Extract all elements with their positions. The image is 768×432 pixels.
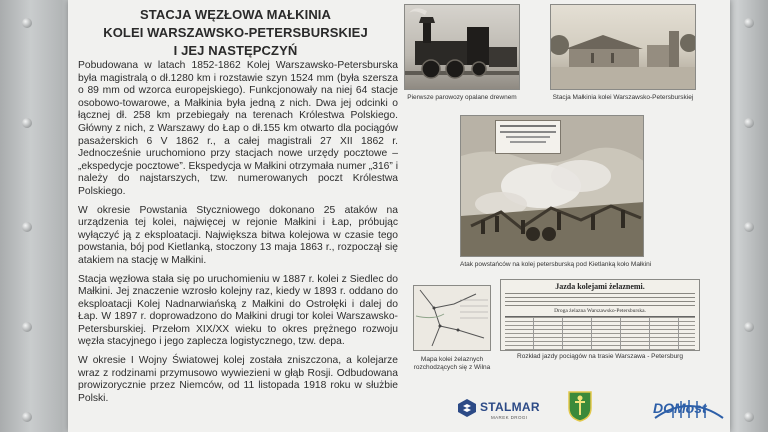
history-text [78,60,398,411]
station-photo [550,4,696,90]
paragraph: Pobudowana w latach 1852-1862 Kolej Warszawsko-Petersburska była magistralą o dł.1280 km i rozstawie szyn 1524 mm (była szersza o 89 mm od wzorca europejskiego). Funkcjonowały na niej 64 stacje osobowo-towarowe, a Małkinia była jedną z nich. Dwa jej odcinki o łącznej dł. 258 km przebiegały na terenach Królestwa Polskiego. Główny z nich, z Warszawy do Łap o dł.155 km otwarto dla pociągów pasażerskich 6 V 1862 r., a całej magistrali 27 XII 1862 r. Jednocześnie uruchomiono przy stacjach nowe urzędy pocztowe – „ekspedycje pocztowe”. Ekspedycja w Małkini otrzymała numer „316” i należy do najstarszych, tzw. numerowanych poczt Królestwa Polskiego. [78,60,398,197]
stalmar-logo-subtext: MAREK DROGI [491,415,528,420]
timetable-table [505,316,695,350]
paragraph: W okresie I Wojny Światowej kolej została zniszczona, a kolejarze wraz z rodzinami przymusowo wywiezieni w głąb Rosji. Odbudowana prowizorycznie przez Niemców, od 11 listopada 1918 roku w służbie Polski. [78,355,398,404]
domost-logo-text: DOMost [653,400,707,416]
title-line: I JEJ NASTĘPCZYŃ [173,43,298,58]
rivet [22,18,32,28]
timetable-caption: Rozkład jazdy pociągów na trasie Warszawa - Petersburg [517,353,683,360]
battle-caption: Atak powstańców na kolej petersburską pod Kietlanką koło Małkini [460,261,652,268]
rivet [22,412,32,422]
railway-map-drawing [414,286,491,351]
rivet [22,118,32,128]
municipal-crest-icon [567,390,593,422]
rivet [22,222,32,232]
map-caption-line: Mapa kolei żelaznych [420,356,484,363]
stalmar-logo-text: STALMAR [480,400,540,414]
sponsor-logos [453,386,733,426]
rivet [22,322,32,332]
map-caption [409,356,495,372]
stalmar-logo-icon [457,398,477,418]
timetable-clipping [500,279,700,351]
rivet [744,412,754,422]
locomotive-illustration [405,5,520,90]
station-caption: Stacja Małkinia kolei Warszawsko-Petersburskiej [552,94,694,101]
rivet [744,118,754,128]
railway-map [413,285,491,351]
battle-inset-note [495,120,561,154]
station-illustration [551,5,696,90]
timetable-subheading: Droga żelazna Warszawsko-Petersburska. [554,308,646,314]
rivet [744,18,754,28]
rivet [744,322,754,332]
title-line: STACJA WĘZŁOWA MAŁKINIA [139,7,332,22]
map-caption-line: rozchodzących się z Wilna [413,364,491,371]
locomotive-photo [404,4,520,90]
timetable-intro-text [505,293,695,307]
domost-logo [653,392,725,420]
battle-illustration [460,115,644,257]
locomotive-caption: Pierwsze parowozy opalane drewnem [407,94,517,101]
paragraph: W okresie Powstania Styczniowego dokonano 25 ataków na urządzenia tej kolei, najwięcej w rejonie Małkini i Łap, próbując wyłączyć ją z eksploatacji. Największa bitwa kolejowa w czasie tego powstania, bój pod Kietlanką, stoczony 13 maja 1863 r., rozpoczął się atakiem na stację w Małkini. [78,204,398,266]
information-board [68,0,730,432]
timetable-heading: Jazda kolejami żelaznemi. [555,282,645,291]
rivet [744,222,754,232]
board-title [68,6,403,60]
title-line: KOLEI WARSZAWSKO-PETERSBURSKIEJ [103,25,368,40]
paragraph: Stacja węzłowa stała się po uruchomieniu w 1887 r. kolei z Siedlec do Małkini. Jej znaczenie wzrosło kolejny raz, kiedy w 1893 r. oddano do eksploatacji Kolej Nadnarwiańską z Małkini do Ostrołęki i dalej do Łap. W 1897 r. doprowadzono do Małkini drugi tor kolei Warszawsko-Petersburskiej. Przełom XIX/XX wieku to okres prężnego rozwoju węzła stacyjnego i jego zaplecza logistycznego, tzw. depa. [78,273,398,348]
